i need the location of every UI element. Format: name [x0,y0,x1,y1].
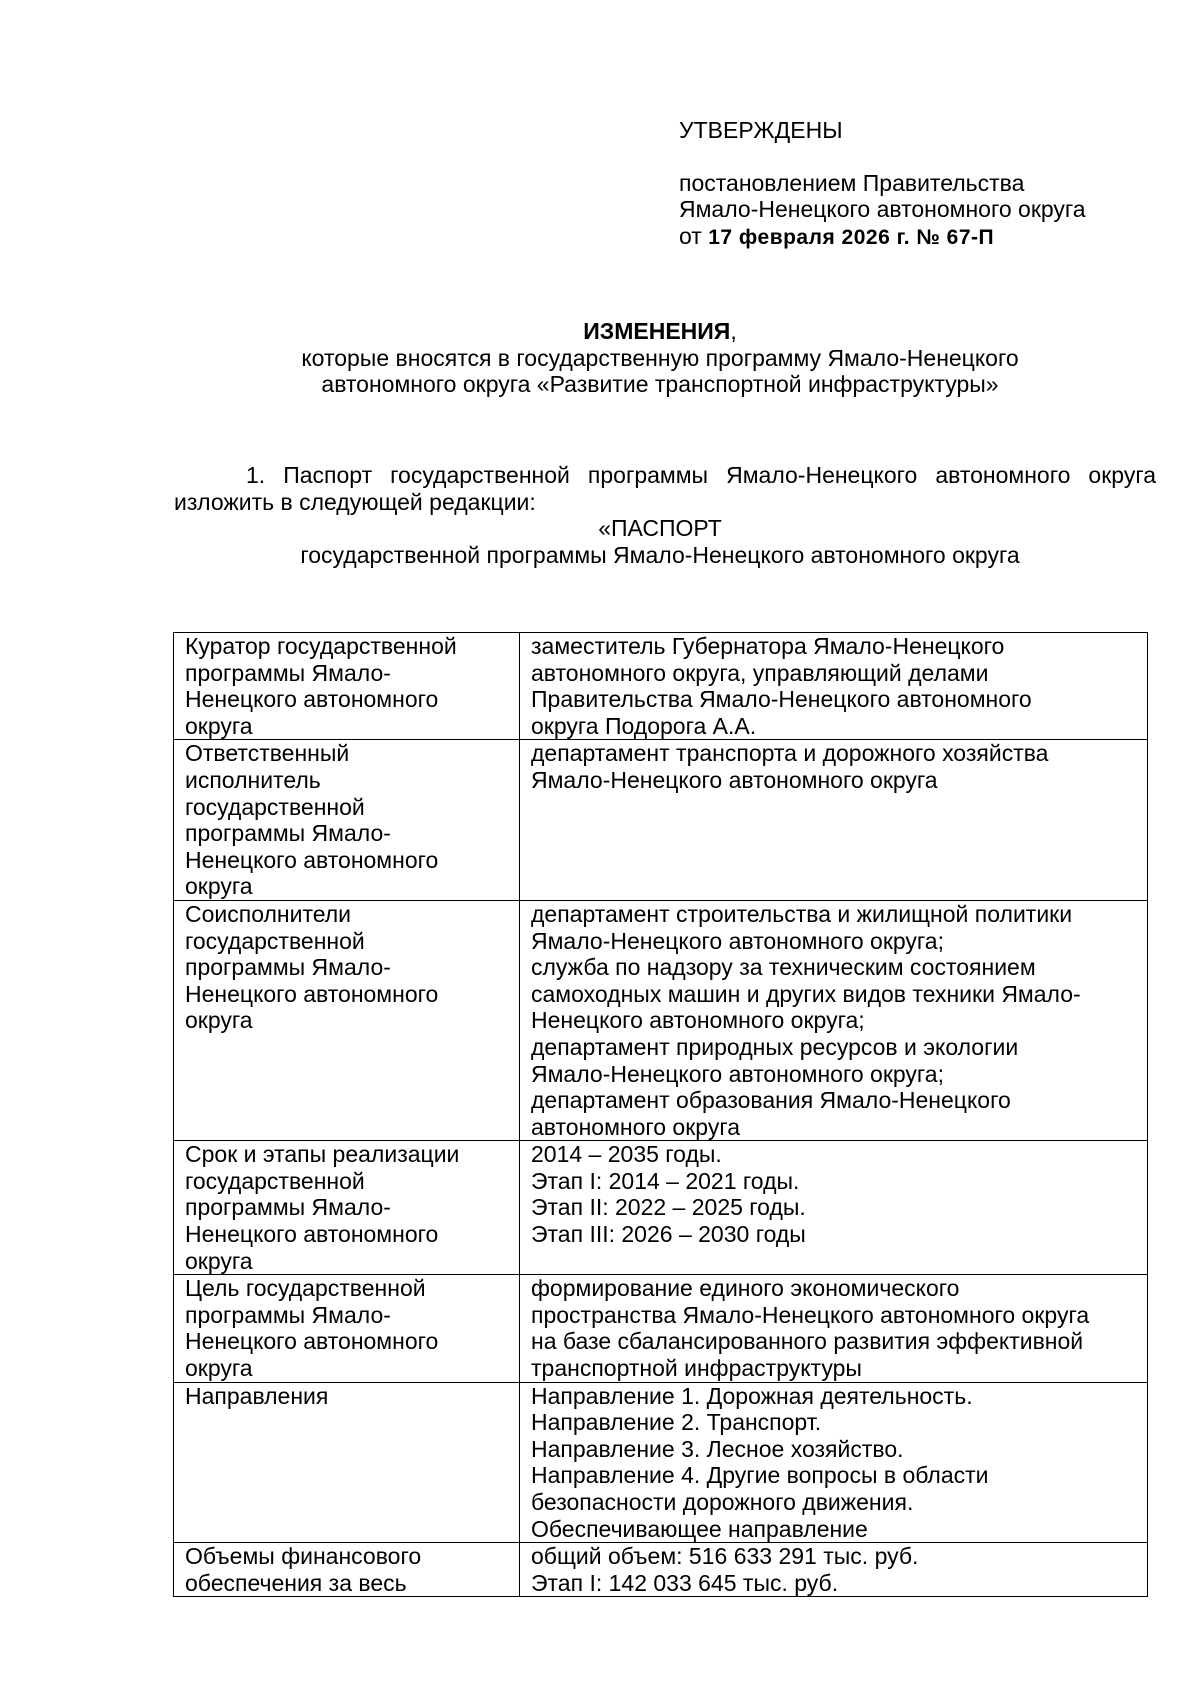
row-value-line: Направление 2. Транспорт. [531,1409,822,1436]
row-value-cell [520,633,1148,740]
row-value-line: департамент природных ресурсов и экологии [531,1033,1019,1060]
table-row [174,740,1148,901]
row-value-line: Ямало-Ненецкого автономного округа; [531,1060,944,1087]
table-row [174,1141,1148,1275]
table-row [174,633,1148,740]
row-value-line: служба по надзору за техническим состоянием [531,954,1036,981]
row-label-line: программы Ямало- [185,1301,391,1328]
row-label-line: Куратор государственной [185,633,457,659]
changes-heading-suffix: , [730,318,737,344]
table-row [174,1382,1148,1543]
row-label-cell [174,1382,520,1543]
row-label-line: исполнитель [185,766,321,793]
row-value-cell [520,1543,1148,1597]
changes-block [170,318,1150,398]
row-label-line: программы Ямало- [185,1194,391,1221]
changes-heading: ИЗМЕНЕНИЯ [583,318,731,344]
row-value-line: 2014 – 2035 годы. [531,1141,722,1168]
row-value-line: безопасности дорожного движения. [531,1489,914,1515]
row-value-line: формирование единого экономического [531,1275,960,1302]
date-prefix: от [679,222,702,249]
row-label-line: Ненецкого автономного [185,980,439,1007]
row-value-cell [520,1275,1148,1382]
row-label-line: Ненецкого автономного [185,846,439,873]
row-label-line: обеспечения за весь [185,1569,407,1596]
approval-date: 17 февраля 2026 г. № 67-П [708,225,995,249]
row-value-line: Направление 3. Лесное хозяйство. [531,1435,904,1462]
row-label-line: государственной [185,793,365,820]
row-label-line: Ответственный [185,740,350,767]
row-value-line: округа Подорога А.А. [531,712,757,739]
row-value-line: Этап I: 2014 – 2021 годы. [531,1167,800,1194]
approval-line: постановлением Правительства [679,169,1025,196]
table-row [174,1275,1148,1382]
row-label-cell [174,740,520,901]
row-label-line: округа [185,873,253,900]
row-label-cell [174,633,520,740]
row-value-line: Этап III: 2026 – 2030 годы [531,1221,806,1248]
approved-label: УТВЕРЖДЕНЫ [679,117,843,143]
row-label-cell [174,1275,520,1382]
changes-line: автономного округа «Развитие транспортной инфраструктуры» [321,371,999,398]
passport-subtitle: государственной программы Ямало-Ненецкого автономного округа [300,541,1020,568]
row-label-line: государственной [185,927,365,954]
passport-title: «ПАСПОРТ [598,515,722,541]
row-label-cell [174,1141,520,1275]
row-value-line: департамент строительства и жилищной политики [531,900,1073,927]
row-label-line: программы Ямало- [185,820,391,847]
row-value-cell [520,1382,1148,1543]
row-label-line: Ненецкого автономного [185,686,439,713]
row-label-line: Направления [185,1382,329,1409]
row-value-line: Направление 1. Дорожная деятельность. [531,1382,973,1409]
row-value-cell [520,740,1148,901]
row-label-line: программы Ямало- [185,659,391,686]
row-value-line: Обеспечивающее направление [531,1515,868,1542]
row-value-line: Направление 4. Другие вопросы в области [531,1462,989,1489]
row-label-line: Срок и этапы реализации [185,1141,460,1168]
approval-date-line [679,223,1179,252]
row-value-cell [520,1141,1148,1275]
passport-table [173,632,1148,1597]
row-value-line: департамент образования Ямало-Ненецкого [531,1087,1011,1114]
table-row [174,1543,1148,1597]
changes-heading-line [170,318,1150,345]
changes-line: которые вносятся в государственную программу Ямало-Ненецкого [301,344,1019,371]
row-label-line: Цель государственной [185,1275,426,1302]
row-label-line: округа [185,1007,253,1034]
row-label-line: программы Ямало- [185,954,391,981]
row-value-line: Этап I: 142 033 645 тыс. руб. [531,1569,839,1596]
row-value-line: департамент транспорта и дорожного хозяйства [531,740,1049,767]
row-label-line: округа [185,1355,253,1382]
row-value-line: Ямало-Ненецкого автономного округа [531,766,938,793]
table-row [174,900,1148,1140]
approval-block [679,117,1179,251]
row-value-line: общий объем: 516 633 291 тыс. руб. [531,1543,919,1570]
row-label-line: Соисполнители [185,900,352,927]
row-value-line: самоходных машин и других видов техники Ямало- [531,980,1081,1007]
row-value-line: Ненецкого автономного округа; [531,1007,865,1034]
row-value-line: Ямало-Ненецкого автономного округа; [531,927,944,954]
row-label-line: Объемы финансового [185,1543,422,1570]
row-value-line: Правительства Ямало-Ненецкого автономного [531,686,1032,713]
row-label-line: государственной [185,1167,365,1194]
passport-heading [170,515,1150,568]
row-value-line: автономного округа [531,1113,740,1140]
row-label-line: округа [185,1247,253,1274]
row-label-line: округа [185,712,253,739]
row-label-line: Ненецкого автономного [185,1328,439,1355]
row-value-line: пространства Ямало-Ненецкого автономного округа [531,1301,1090,1328]
row-value-cell [520,900,1148,1140]
row-value-line: Этап II: 2022 – 2025 годы. [531,1194,806,1221]
row-value-line: транспортной инфраструктуры [531,1355,862,1382]
approval-line: Ямало-Ненецкого автономного округа [679,196,1086,223]
row-value-line: на базе сбалансированного развития эффективной [531,1328,1084,1355]
row-label-cell [174,900,520,1140]
row-label-cell [174,1543,520,1597]
row-value-line: автономного округа, управляющий делами [531,659,989,686]
row-value-line: заместитель Губернатора Ямало-Ненецкого [531,633,1005,659]
paragraph-text: 1. Паспорт государственной программы Ямало-Ненецкого автономного округа изложить в следующей редакции: [174,462,1156,515]
paragraph-1 [174,462,1156,515]
row-label-line: Ненецкого автономного [185,1221,439,1248]
